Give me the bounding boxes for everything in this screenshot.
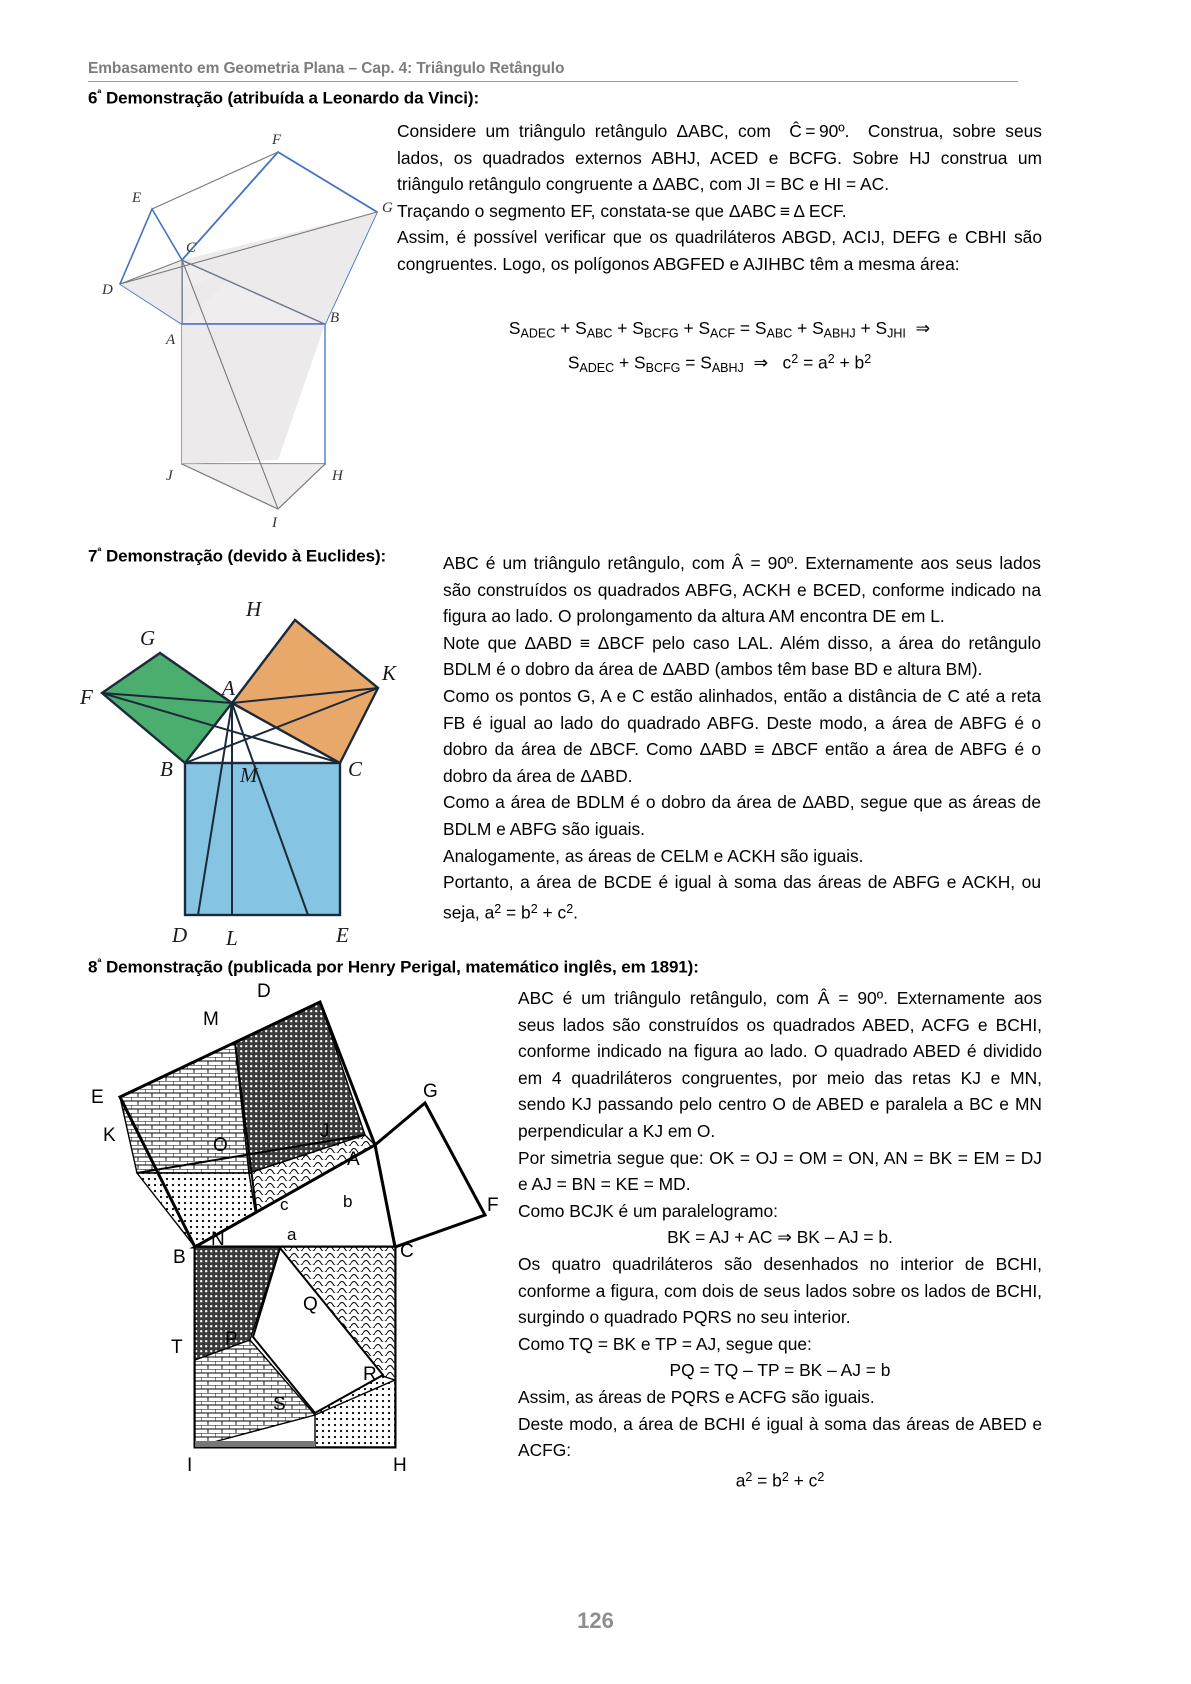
demo6-text-block [397, 118, 1042, 278]
figure8-label-b: b [343, 1192, 353, 1211]
demo7-paragraph-3: Como os pontos G, A e C estão alinhados, então a distância de C até a reta FB é igual ao lado do quadrado ABFG. Deste modo, a área de ABFG é o dobro da área de ΔBCF. Como ΔABD ≡ ΔBCF então a área de ABFG é o dobro da área de ΔABD. [443, 685, 1041, 786]
demo6-formula-line-2: $S_{ADEC} + S_{BCFG} = S_{ABHJ}$ ⇒ $c^2 = a^2 + b^2$ [567, 351, 872, 375]
figure8-label-E: E [91, 1087, 104, 1108]
demo7-paragraph-1: ABC é um triângulo retângulo, com Â = 90º. Externamente aos seus lados são construídos os quadrados ABFG, ACKH e BCED, conforme indicado na figura ao lado. O prolongamento da altura AM encontra DE em L. [443, 553, 1041, 627]
demo7-text-block [443, 550, 1041, 926]
demo7-paragraph-6: Portanto, a área de BCDE é igual à soma das áreas de ABFG e ACKH, ou seja, $a^2 = b^2 + c^2$. [443, 872, 1041, 922]
section-7-ordinal: ª [97, 546, 102, 558]
section-title-demo6 [88, 88, 479, 109]
figure8-label-D: D [257, 981, 271, 1002]
section-6-text: Demonstração (atribuída a Leonardo da Vinci): [101, 88, 480, 108]
figure8-label-R: R [363, 1364, 377, 1385]
demo6-formula-block [397, 316, 1042, 380]
figure6-label-H: H [332, 468, 343, 484]
figure6-label-G: G [382, 200, 393, 216]
figure8-label-N: N [211, 1229, 225, 1250]
figure6-label-J: J [166, 468, 173, 484]
figure7-label-B: B [160, 757, 173, 781]
section-7-text: Demonstração (devido à Euclides): [101, 546, 387, 566]
section-8-text: Demonstração (publicada por Henry Perigal, matemático inglês, em 1891): [101, 957, 699, 977]
demo8-text-block [518, 985, 1042, 1494]
figure8-label-c: c [280, 1195, 289, 1214]
figure-perigal [75, 981, 505, 1476]
demo6-paragraph-1: Considere um triângulo retângulo ΔABC, com Ĉ = 90º. Construa, sobre seus lados, os quadrados externos ABHJ, ACED e BCFG. Sobre HJ construa um triângulo retângulo congruente a ΔABC, com JI = BC e HI = AC. [397, 121, 1042, 195]
figure7-label-C: C [348, 757, 363, 781]
figure8-label-G: G [423, 1081, 438, 1102]
section-title-demo8 [88, 957, 699, 978]
section-6-number: 6 [88, 88, 98, 108]
figure8-label-A: A [347, 1149, 360, 1170]
figure6-label-B: B [330, 310, 340, 326]
page-number: 126 [577, 1608, 614, 1633]
section-7-number: 7 [88, 546, 98, 566]
demo8-formula-line-2: PQ = TQ – TP = BK – AJ = b [669, 1360, 891, 1381]
section-6-ordinal: ª [97, 88, 102, 100]
figure6-label-I: I [272, 515, 277, 531]
section-8-number: 8 [88, 957, 98, 977]
section-8-ordinal: ª [97, 957, 102, 969]
figure6-label-F: F [272, 132, 282, 148]
figure6-label-D: D [102, 282, 113, 298]
figure8-label-J: J [320, 1121, 330, 1142]
figure8-label-K: K [103, 1125, 116, 1146]
figure8-label-H: H [393, 1455, 407, 1476]
demo6-formula-line-1: $S_{ADEC} + S_{ABC} + S_{BCFG} + S_{ACF} = S_{ABC} + S_{ABHJ} + S_{JHI}$ ⇒ [508, 318, 931, 341]
figure-leonardo-da-vinci [100, 112, 400, 531]
figure6-label-A: A [166, 332, 176, 348]
figure8-label-O: O [213, 1135, 228, 1156]
demo8-formula-line-3: $a^2 = b^2 + c^2$ [735, 1469, 825, 1490]
figure7-label-F: F [80, 685, 93, 709]
figure8-label-C: C [400, 1241, 414, 1262]
demo6-paragraph-2: Traçando o segmento EF, constata-se que ΔABC ≡ Δ ECF. [397, 200, 847, 221]
figure8-label-P: P [225, 1329, 238, 1350]
demo8-paragraph-5: Como TQ = BK e TP = AJ, segue que: [518, 1333, 812, 1354]
figure8-label-Q: Q [303, 1294, 318, 1315]
figure8-label-S: S [273, 1394, 286, 1415]
figure8-label-I: I [187, 1455, 193, 1476]
demo7-paragraph-5: Analogamente, as áreas de CELM e ACKH são iguais. [443, 845, 864, 866]
demo6-paragraph-3: Assim, é possível verificar que os quadriláteros ABGD, ACIJ, DEFG e CBHI são congruentes. Logo, os polígonos ABGFED e AJIHBC têm a mesma área: [397, 227, 1042, 274]
figure7-label-A: A [222, 676, 235, 700]
figure8-label-T: T [171, 1337, 183, 1358]
demo8-paragraph-4: Os quatro quadriláteros são desenhados no interior de BCHI, conforme a figura, com dois de seus lados sobre os lados de BCHI, surgindo o quadrado PQRS no seu interior. [518, 1253, 1042, 1328]
figure6-label-E: E [132, 190, 142, 206]
figure7-label-K: K [382, 661, 397, 685]
demo7-paragraph-4: Como a área de BDLM é o dobro da área de ΔABD, segue que as áreas de BDLM e ABFG são iguais. [443, 792, 1041, 839]
figure7-label-M: M [240, 763, 258, 787]
figure7-label-E: E [336, 923, 349, 947]
figure8-label-B: B [173, 1247, 186, 1268]
figure7-label-G: G [140, 626, 156, 650]
figure8-label-a: a [287, 1225, 297, 1244]
demo8-formula-line-1: BK = AJ + AC ⇒ BK – AJ = b. [667, 1227, 893, 1248]
page-header: Embasamento em Geometria Plana – Cap. 4: Triângulo Retângulo [88, 60, 1018, 82]
figure7-label-D: D [172, 923, 188, 947]
demo8-paragraph-6: Assim, as áreas de PQRS e ACFG são iguais. [518, 1386, 875, 1407]
figure7-label-H: H [246, 597, 262, 621]
demo7-paragraph-2: Note que ΔABD ≡ ΔBCF pelo caso LAL. Além disso, a área do retângulo BDLM é o dobro da área de ΔABD (ambos têm base BD e altura BM). [443, 632, 1041, 680]
figure6-label-C: C [186, 240, 197, 256]
figure-euclides [80, 560, 440, 950]
demo8-paragraph-7: Deste modo, a área de BCHI é igual à soma das áreas de ABED e ACFG: [518, 1413, 1042, 1461]
demo8-paragraph-2: Por simetria segue que: OK = OJ = OM = ON, AN = BK = EM = DJ e AJ = BN = KE = MD. [518, 1147, 1042, 1195]
demo8-paragraph-3: Como BCJK é um paralelogramo: [518, 1200, 779, 1221]
figure7-label-L: L [226, 926, 238, 950]
figure8-label-F: F [487, 1195, 499, 1216]
demo8-paragraph-1: ABC é um triângulo retângulo, com Â = 90º. Externamente aos seus lados são construídos os quadrados ABED, ACFG e BCHI, conforme indicado na figura ao lado. O quadrado ABED é dividido em 4 quadriláteros congruentes, por meio das retas KJ e MN, sendo KJ passando pelo centro O de ABED e paralela a BC e MN perpendicular a KJ em O. [518, 988, 1042, 1141]
figure8-label-M: M [203, 1009, 219, 1030]
